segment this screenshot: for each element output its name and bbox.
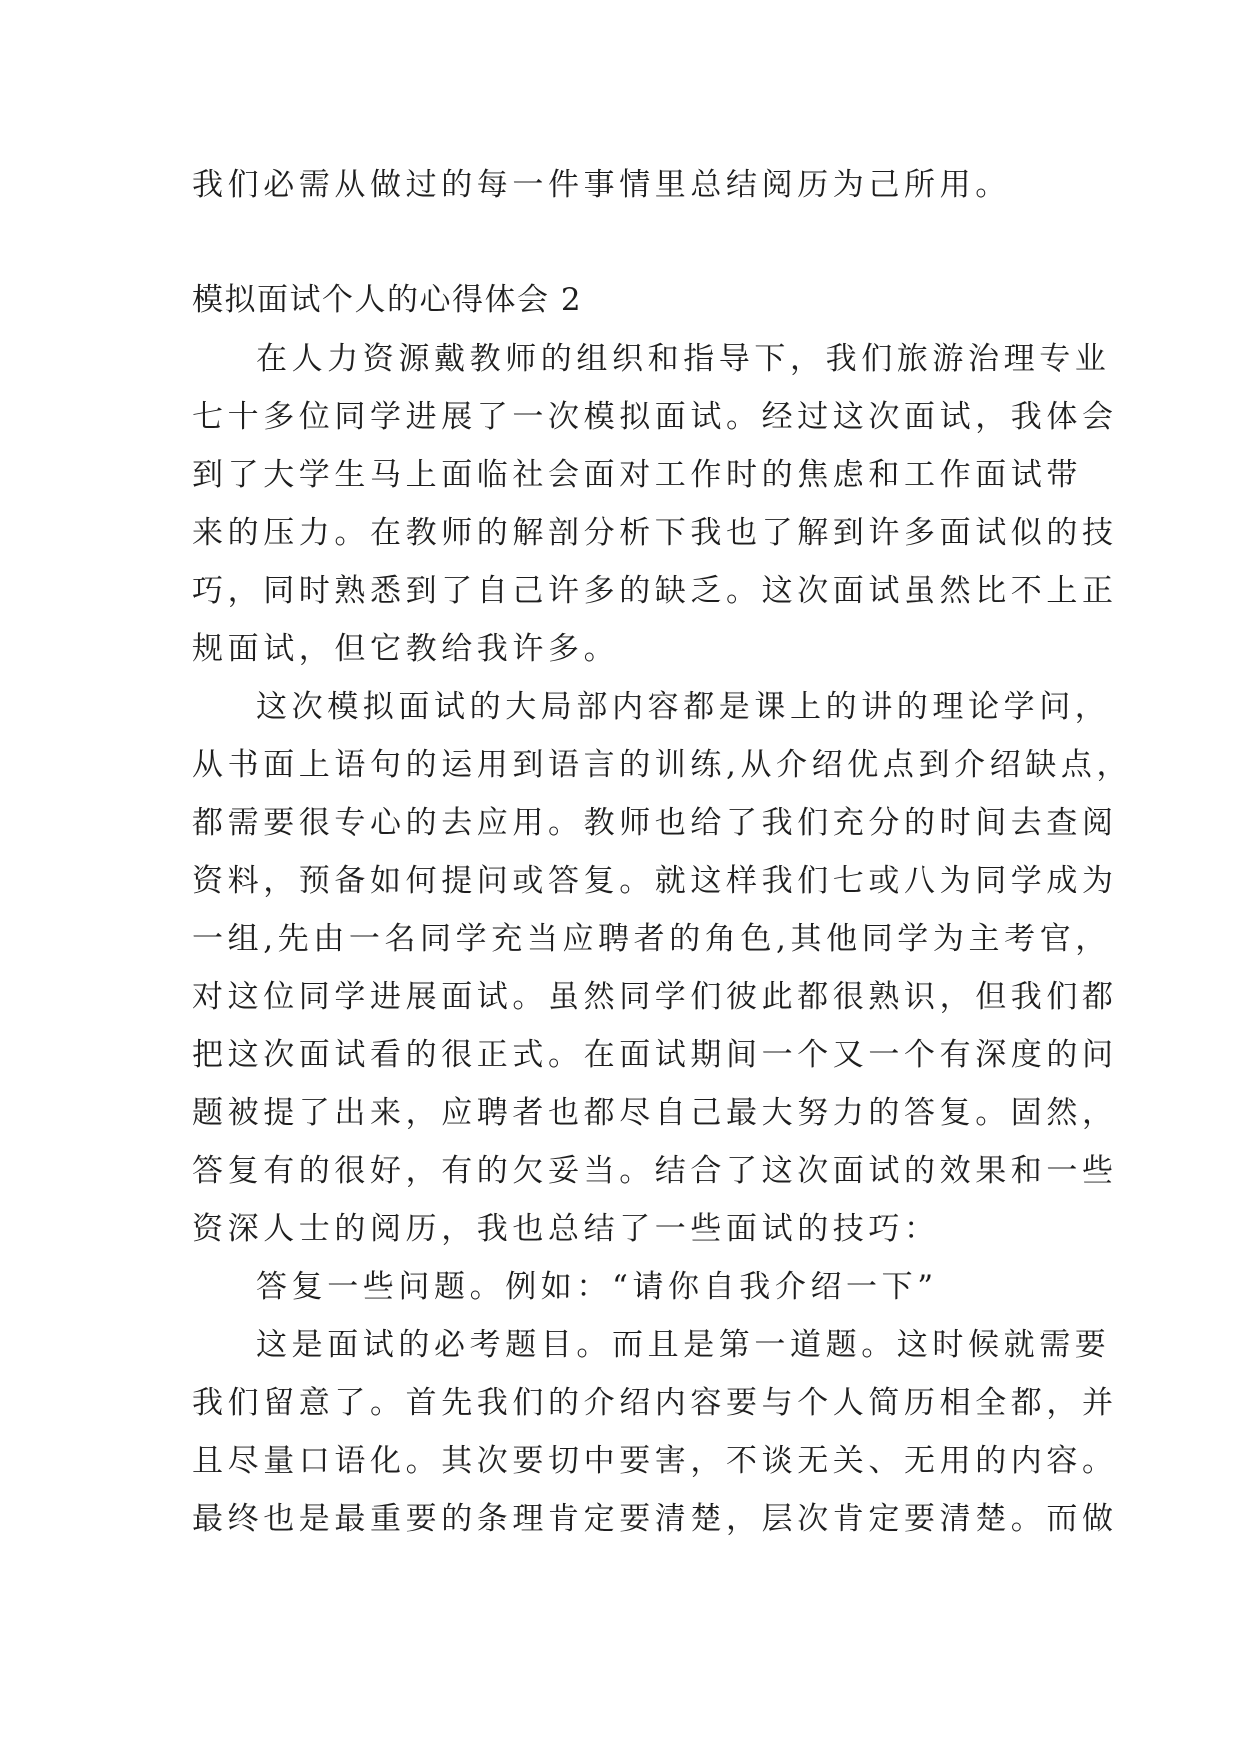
paragraph-line: 最终也是最重要的条理肯定要清楚，层次肯定要清楚。而做 [192, 1501, 1118, 1537]
paragraph-line: 我们必需从做过的每一件事情里总结阅历为己所用。 [192, 167, 1011, 203]
paragraph-line: 在人力资源戴教师的组织和指导下，我们旅游治理专业 [256, 341, 1111, 377]
paragraph-line: 这次模拟面试的大局部内容都是课上的讲的理论学问， [256, 689, 1111, 725]
paragraph-line: 答复一些问题。例如：“请你自我介绍一下” [256, 1269, 938, 1305]
paragraph-line: 且尽量口语化。其次要切中要害，不谈无关、无用的内容。 [192, 1443, 1118, 1479]
paragraph-line: 巧，同时熟悉到了自己许多的缺乏。这次面试虽然比不上正 [192, 573, 1118, 609]
paragraph-line: 七十多位同学进展了一次模拟面试。经过这次面试，我体会 [192, 399, 1118, 435]
paragraph-line: 把这次面试看的很正式。在面试期间一个又一个有深度的问 [192, 1037, 1118, 1073]
paragraph-line: 规面试，但它教给我许多。 [192, 631, 620, 667]
paragraph-line: 一组,先由一名同学充当应聘者的角色,其他同学为主考官， [192, 921, 1111, 957]
paragraph-line: 资料，预备如何提问或答复。就这样我们七或八为同学成为 [192, 863, 1118, 899]
paragraph-line: 我们留意了。首先我们的介绍内容要与个人简历相全都，并 [192, 1385, 1118, 1421]
paragraph-line: 从书面上语句的运用到语言的训练,从介绍优点到介绍缺点， [192, 747, 1133, 783]
paragraph-line: 来的压力。在教师的解剖分析下我也了解到许多面试似的技 [192, 515, 1118, 551]
paragraph-line: 答复有的很好，有的欠妥当。结合了这次面试的效果和一些 [192, 1153, 1118, 1189]
paragraph-line: 题被提了出来，应聘者也都尽自己最大努力的答复。固然， [192, 1095, 1118, 1131]
paragraph-line: 对这位同学进展面试。虽然同学们彼此都很熟识，但我们都 [192, 979, 1118, 1015]
paragraph-line: 资深人士的阅历，我也总结了一些面试的技巧： [192, 1211, 940, 1247]
section-title: 模拟面试个人的心得体会 2 [192, 282, 583, 318]
paragraph-line: 这是面试的必考题目。而且是第一道题。这时候就需要 [256, 1327, 1111, 1363]
paragraph-line: 到了大学生马上面临社会面对工作时的焦虑和工作面试带 [192, 457, 1082, 493]
paragraph-line: 都需要很专心的去应用。教师也给了我们充分的时间去查阅 [192, 805, 1118, 841]
